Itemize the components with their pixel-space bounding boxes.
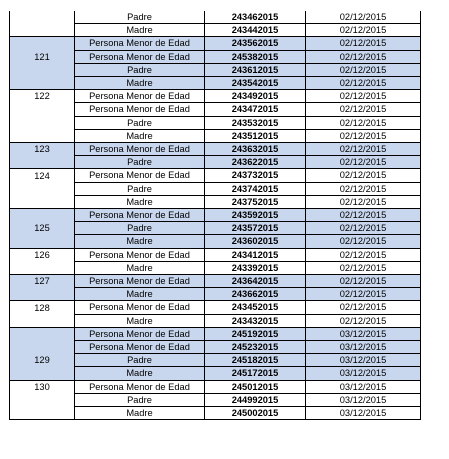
group-number-cell [10, 327, 75, 340]
person-type-cell: Madre [75, 24, 205, 37]
table-row [10, 393, 421, 406]
table-row [10, 275, 421, 288]
record-code-cell: 243452015 [205, 301, 306, 314]
record-date-cell: 02/12/2015 [306, 248, 421, 261]
group-number-cell [10, 288, 75, 301]
record-code-cell: 243512015 [205, 129, 306, 142]
person-type-cell: Madre [75, 261, 205, 274]
record-date-cell: 02/12/2015 [306, 77, 421, 90]
record-date-cell: 03/12/2015 [306, 380, 421, 393]
group-number-cell [10, 393, 75, 406]
record-date-cell: 02/12/2015 [306, 11, 421, 24]
person-type-cell: Madre [75, 129, 205, 142]
person-type-cell: Persona Menor de Edad [75, 209, 205, 222]
record-code-cell: 243612015 [205, 63, 306, 76]
record-date-cell: 02/12/2015 [306, 37, 421, 50]
record-date-cell: 03/12/2015 [306, 407, 421, 420]
group-number-cell: 130 [10, 380, 75, 393]
table-row [10, 77, 421, 90]
table-row [10, 156, 421, 169]
person-type-cell: Persona Menor de Edad [75, 169, 205, 182]
group-number-cell: 129 [10, 354, 75, 367]
record-date-cell: 02/12/2015 [306, 90, 421, 103]
person-type-cell: Madre [75, 195, 205, 208]
table-row [10, 367, 421, 380]
table-row [10, 143, 421, 156]
record-date-cell: 02/12/2015 [306, 209, 421, 222]
person-type-cell: Padre [75, 11, 205, 24]
table-row [10, 301, 421, 314]
person-type-cell: Madre [75, 314, 205, 327]
group-number-cell [10, 63, 75, 76]
record-code-cell: 244992015 [205, 393, 306, 406]
table-row [10, 288, 421, 301]
record-code-cell: 243732015 [205, 169, 306, 182]
table-row [10, 248, 421, 261]
person-type-cell: Padre [75, 63, 205, 76]
record-date-cell: 02/12/2015 [306, 288, 421, 301]
person-type-cell: Persona Menor de Edad [75, 327, 205, 340]
record-date-cell: 02/12/2015 [306, 63, 421, 76]
table-row [10, 37, 421, 50]
record-code-cell: 243412015 [205, 248, 306, 261]
table-row [10, 380, 421, 393]
table-row [10, 116, 421, 129]
person-type-cell: Padre [75, 156, 205, 169]
group-number-cell [10, 129, 75, 142]
record-date-cell: 02/12/2015 [306, 261, 421, 274]
person-type-cell: Persona Menor de Edad [75, 37, 205, 50]
record-code-cell: 243562015 [205, 37, 306, 50]
record-code-cell: 243622015 [205, 156, 306, 169]
table-row [10, 407, 421, 420]
group-number-cell [10, 103, 75, 116]
person-type-cell: Padre [75, 393, 205, 406]
table-row [10, 169, 421, 182]
record-date-cell: 02/12/2015 [306, 301, 421, 314]
record-code-cell: 243632015 [205, 143, 306, 156]
record-code-cell: 243542015 [205, 77, 306, 90]
record-date-cell: 02/12/2015 [306, 169, 421, 182]
group-number-cell [10, 116, 75, 129]
table-row [10, 129, 421, 142]
person-type-cell: Madre [75, 77, 205, 90]
record-date-cell: 02/12/2015 [306, 156, 421, 169]
record-code-cell: 245382015 [205, 50, 306, 63]
person-type-cell: Persona Menor de Edad [75, 248, 205, 261]
record-code-cell: 243742015 [205, 182, 306, 195]
record-date-cell: 03/12/2015 [306, 341, 421, 354]
group-number-cell [10, 195, 75, 208]
record-code-cell: 243572015 [205, 222, 306, 235]
record-date-cell: 02/12/2015 [306, 129, 421, 142]
person-type-cell: Madre [75, 235, 205, 248]
record-date-cell: 02/12/2015 [306, 275, 421, 288]
record-code-cell: 245182015 [205, 354, 306, 367]
record-code-cell: 243462015 [205, 11, 306, 24]
record-date-cell: 02/12/2015 [306, 143, 421, 156]
group-number-cell: 124 [10, 169, 75, 182]
record-code-cell: 243642015 [205, 275, 306, 288]
table-row [10, 209, 421, 222]
table-row [10, 195, 421, 208]
group-number-cell [10, 156, 75, 169]
group-number-cell: 122 [10, 90, 75, 103]
person-type-cell: Padre [75, 222, 205, 235]
record-code-cell: 243602015 [205, 235, 306, 248]
table-row [10, 261, 421, 274]
record-date-cell: 02/12/2015 [306, 314, 421, 327]
record-code-cell: 243592015 [205, 209, 306, 222]
table-row [10, 11, 421, 24]
record-code-cell: 243442015 [205, 24, 306, 37]
record-code-cell: 245012015 [205, 380, 306, 393]
group-number-cell [10, 314, 75, 327]
group-number-cell: 121 [10, 50, 75, 63]
table-row [10, 182, 421, 195]
record-code-cell: 245172015 [205, 367, 306, 380]
group-number-cell [10, 11, 75, 24]
person-type-cell: Persona Menor de Edad [75, 50, 205, 63]
table-row [10, 354, 421, 367]
record-code-cell: 243662015 [205, 288, 306, 301]
group-number-cell: 125 [10, 222, 75, 235]
person-type-cell: Madre [75, 407, 205, 420]
person-type-cell: Madre [75, 367, 205, 380]
person-type-cell: Persona Menor de Edad [75, 275, 205, 288]
table-row [10, 341, 421, 354]
table-row [10, 235, 421, 248]
person-type-cell: Padre [75, 116, 205, 129]
group-number-cell [10, 341, 75, 354]
group-number-cell: 128 [10, 301, 75, 314]
group-number-cell [10, 235, 75, 248]
record-code-cell: 243752015 [205, 195, 306, 208]
record-date-cell: 03/12/2015 [306, 327, 421, 340]
record-date-cell: 03/12/2015 [306, 354, 421, 367]
record-date-cell: 02/12/2015 [306, 116, 421, 129]
person-type-cell: Padre [75, 354, 205, 367]
record-date-cell: 02/12/2015 [306, 24, 421, 37]
table-row [10, 50, 421, 63]
group-number-cell [10, 209, 75, 222]
table-body [10, 11, 421, 420]
record-code-cell: 243392015 [205, 261, 306, 274]
group-number-cell [10, 37, 75, 50]
record-date-cell: 02/12/2015 [306, 182, 421, 195]
table-row [10, 24, 421, 37]
group-number-cell [10, 261, 75, 274]
record-date-cell: 02/12/2015 [306, 195, 421, 208]
group-number-cell [10, 77, 75, 90]
record-date-cell: 03/12/2015 [306, 393, 421, 406]
group-number-cell [10, 407, 75, 420]
table-row [10, 222, 421, 235]
data-table [9, 11, 421, 420]
record-code-cell: 245232015 [205, 341, 306, 354]
record-date-cell: 02/12/2015 [306, 103, 421, 116]
table-row [10, 327, 421, 340]
record-code-cell: 243492015 [205, 90, 306, 103]
person-type-cell: Padre [75, 182, 205, 195]
record-date-cell: 02/12/2015 [306, 50, 421, 63]
group-number-cell: 126 [10, 248, 75, 261]
group-number-cell: 123 [10, 143, 75, 156]
person-type-cell: Persona Menor de Edad [75, 90, 205, 103]
table-row [10, 314, 421, 327]
person-type-cell: Persona Menor de Edad [75, 301, 205, 314]
table-row [10, 63, 421, 76]
group-number-cell [10, 182, 75, 195]
person-type-cell: Persona Menor de Edad [75, 380, 205, 393]
record-date-cell: 03/12/2015 [306, 367, 421, 380]
record-code-cell: 245002015 [205, 407, 306, 420]
record-code-cell: 245192015 [205, 327, 306, 340]
person-type-cell: Madre [75, 288, 205, 301]
table-row [10, 103, 421, 116]
person-type-cell: Persona Menor de Edad [75, 143, 205, 156]
record-code-cell: 243532015 [205, 116, 306, 129]
group-number-cell: 127 [10, 275, 75, 288]
record-date-cell: 02/12/2015 [306, 222, 421, 235]
record-date-cell: 02/12/2015 [306, 235, 421, 248]
group-number-cell [10, 24, 75, 37]
record-code-cell: 243432015 [205, 314, 306, 327]
person-type-cell: Persona Menor de Edad [75, 103, 205, 116]
record-code-cell: 243472015 [205, 103, 306, 116]
person-type-cell: Persona Menor de Edad [75, 341, 205, 354]
table-row [10, 90, 421, 103]
group-number-cell [10, 367, 75, 380]
